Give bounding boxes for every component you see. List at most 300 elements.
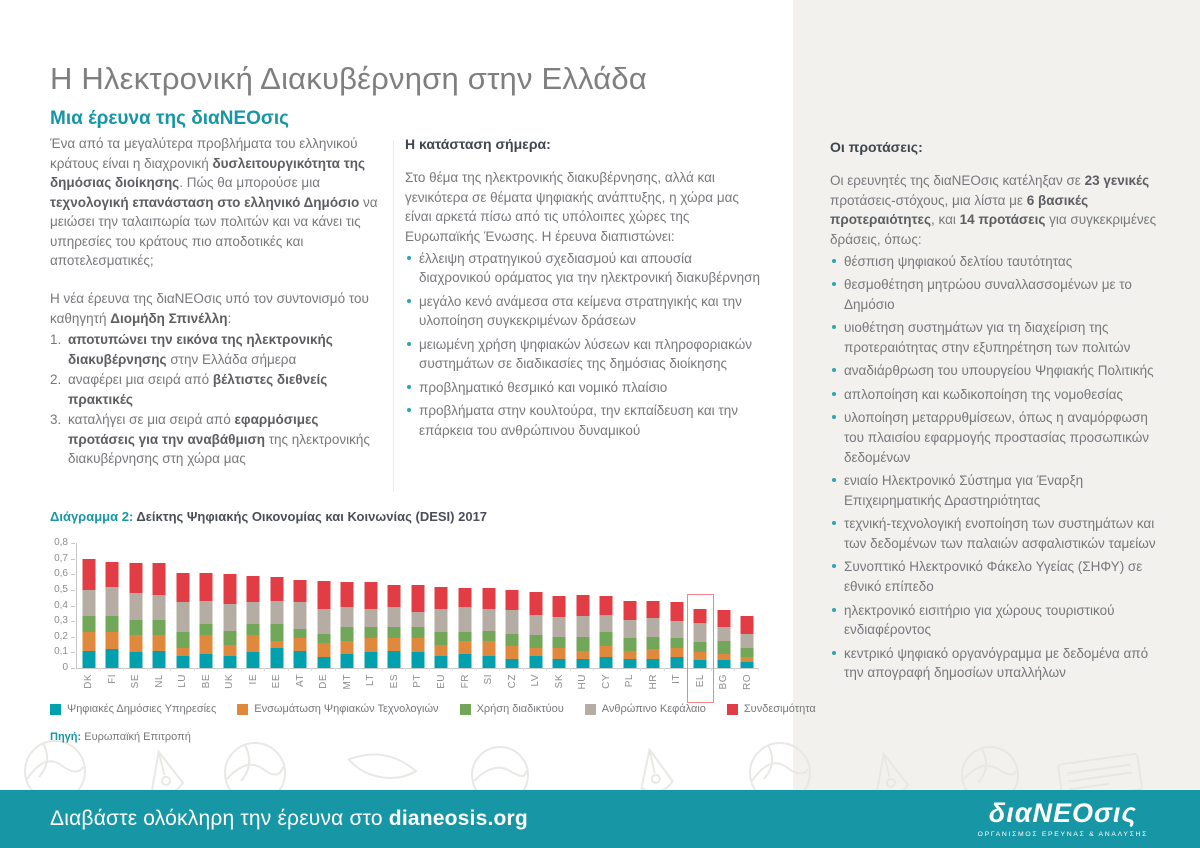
text-segment: Διομήδη Σπινέλλη <box>110 310 228 326</box>
intro-paragraph-1 <box>50 134 382 271</box>
bar-segment <box>82 632 95 651</box>
bar-segment <box>459 654 472 668</box>
footer-cta-text: Διαβάστε ολόκληρη την έρευνα στο <box>50 807 389 830</box>
legend-swatch <box>460 704 471 715</box>
x-axis-label: IT <box>671 674 683 684</box>
footer-link-dianeosis[interactable]: dianeosis.org <box>388 807 528 830</box>
x-axis-label: HR <box>647 674 659 690</box>
bar-segment <box>364 652 377 668</box>
stacked-bar <box>670 602 683 668</box>
bar-segment <box>459 607 472 632</box>
bar-segment <box>341 654 354 668</box>
bar-segment <box>129 652 142 668</box>
bar-slot-pt <box>406 543 430 688</box>
bar-segment <box>553 648 566 659</box>
x-axis-label: NL <box>153 674 165 688</box>
intro-numbered-list <box>50 330 382 469</box>
bar-slot-nl <box>148 543 172 688</box>
bullet-text: μεγάλο κενό ανάμεσα στα κείμενα στρατηγικής και την υλοποίηση συγκεκριμένων δράσεων <box>419 293 742 329</box>
stacked-bar <box>153 563 166 668</box>
bullet-text: έλλειψη στρατηγικού σχεδιασμού και απουσία διαχρονικού οράματος για την ηλεκτρονική διακυβέρνηση <box>419 250 761 286</box>
x-axis-label: PT <box>412 674 424 688</box>
bar-segment <box>388 638 401 651</box>
bar-segment <box>482 588 495 608</box>
bullet-text: κεντρικό ψηφιακό οργανόγραμμα με δεδομένα από την απογραφή δημοσίων υπαλλήλων <box>844 645 1149 681</box>
bar-segment <box>364 582 377 609</box>
bar-segment <box>106 616 119 632</box>
bar-slot-de <box>312 543 336 689</box>
proposals-heading: Οι προτάσεις: <box>830 139 923 155</box>
bar-slot-hr <box>641 543 665 690</box>
text-segment: , και <box>931 212 960 228</box>
bullet-text: τεχνική-τεχνολογική ενοποίηση των συστημάτων και των δεδομένων των παλαιών ασφαλιστικών ταμείων <box>844 516 1156 551</box>
x-axis-label: CZ <box>506 674 518 689</box>
bullet-item <box>405 378 761 398</box>
bar-slot-pl <box>618 543 642 688</box>
bar-slot-se <box>124 543 148 689</box>
bar-segment <box>553 596 566 616</box>
text-segment: για συγκεκριμένες δράσεις, όπως: <box>830 212 1157 247</box>
stacked-bar <box>247 576 260 668</box>
bullet-item <box>830 514 1168 553</box>
x-axis-label: PL <box>624 674 636 688</box>
item-text: καταλήγει σε μια σειρά από εφαρμόσιμες προτάσεις για την αναβάθμιση της ηλεκτρονικής διακυβέρνησης στη χώρα μας <box>68 412 370 467</box>
bullet-text: θεσμοθέτηση μητρώου συναλλασσομένων με το Δημόσιο <box>844 277 1132 312</box>
bar-segment <box>223 656 236 669</box>
bar-segment <box>388 585 401 607</box>
bar-segment <box>506 659 519 668</box>
bar-segment <box>82 559 95 590</box>
x-axis-label: LV <box>530 674 542 687</box>
legend-item <box>460 703 564 715</box>
bar-slot-fr <box>453 543 477 689</box>
bar-segment <box>247 576 260 603</box>
bar-segment <box>435 645 448 656</box>
bar-segment <box>317 609 330 634</box>
stacked-bar <box>506 590 519 668</box>
legend-item <box>585 703 706 715</box>
bar-segment <box>247 635 260 652</box>
bar-segment <box>623 659 636 668</box>
legend-swatch <box>727 704 738 715</box>
footer-text <box>50 807 528 831</box>
item-number: 3. <box>50 412 62 428</box>
bullet-item <box>405 292 761 331</box>
text-segment: Ένα από τα μεγαλύτερα προβλήματα του ελληνικού κράτους είναι η διαχρονική <box>50 136 358 171</box>
bar-segment <box>223 574 236 604</box>
chart-title-text: Δείκτης Ψηφιακής Οικονομίας και Κοινωνίας (DESI) 2017 <box>133 509 488 524</box>
proposals-bullet-list <box>830 252 1168 683</box>
bar-segment <box>200 601 213 624</box>
bullet-text: υλοποίηση μεταρρυθμίσεων, όπως η αναμόρφωση του πλαισίου εφαρμογής προστασίας προσωπικών δεδομένων <box>844 410 1150 465</box>
bullet-dot <box>832 608 836 612</box>
bar-slot-cy <box>594 543 618 689</box>
text-segment: προτάσεις-στόχους, μια λίστα με <box>830 192 1027 208</box>
bar-segment <box>576 637 589 651</box>
bullet-item <box>405 249 761 288</box>
y-axis-tick: 0,1 <box>50 647 68 657</box>
stacked-bar <box>482 588 495 668</box>
bullet-text: προβληματικό θεσμικό και νομικό πλαίσιο <box>419 379 668 395</box>
bullet-dot <box>832 651 836 655</box>
bar-segment <box>553 659 566 668</box>
bar-segment <box>600 657 613 668</box>
stacked-bar <box>459 588 472 668</box>
bar-slot-dk <box>77 543 101 689</box>
bar-segment <box>317 581 330 609</box>
desi-stacked-bar-chart <box>50 537 770 713</box>
text-segment: Η νέα έρευνα της διαΝΕΟσις υπό τον συντονισμό του καθηγητή <box>50 290 369 326</box>
source-text: Ευρωπαϊκή Επιτροπή <box>81 731 191 743</box>
bar-segment <box>482 641 495 655</box>
bar-segment <box>694 609 707 623</box>
legend-swatch <box>585 704 596 715</box>
bar-segment <box>176 573 189 603</box>
page-title: Η Ηλεκτρονική Διακυβέρνηση στην Ελλάδα <box>50 60 647 96</box>
bar-segment <box>341 641 354 654</box>
chart-title-prefix: Διάγραμμα 2: <box>50 509 134 524</box>
bullet-item <box>830 275 1168 314</box>
y-axis-tick: 0,4 <box>50 601 68 611</box>
text-segment: 14 προτάσεις <box>959 212 1046 228</box>
chart-source <box>50 731 191 743</box>
source-label: Πηγή: <box>50 731 82 743</box>
bar-segment <box>176 602 189 632</box>
bar-segment <box>294 602 307 629</box>
y-axis-tick: 0 <box>50 663 68 673</box>
bar-segment <box>294 629 307 638</box>
bullet-item <box>830 318 1168 357</box>
stacked-bar <box>294 580 307 668</box>
bar-segment <box>129 635 142 652</box>
bar-segment <box>529 592 542 615</box>
stacked-bar <box>553 596 566 668</box>
bar-segment <box>270 601 283 624</box>
stacked-bar <box>741 616 754 668</box>
x-axis-label: MT <box>341 674 353 690</box>
bar-segment <box>106 587 119 617</box>
bullet-dot <box>832 478 836 482</box>
bullet-item <box>830 557 1168 596</box>
bar-segment <box>106 632 119 649</box>
bar-segment <box>647 618 660 637</box>
text-segment: 23 γενικές <box>1084 173 1150 189</box>
x-axis-label: EE <box>271 674 283 689</box>
bar-segment <box>482 609 495 631</box>
x-axis-label: BE <box>200 674 212 689</box>
status-heading: Η κατάσταση σήμερα: <box>405 136 551 152</box>
bullet-dot <box>832 325 836 329</box>
legend-label: Συνδεσιμότητα <box>743 703 816 715</box>
bar-segment <box>600 632 613 646</box>
bar-segment <box>200 635 213 654</box>
bullet-dot <box>407 342 411 346</box>
x-axis-label: IE <box>247 674 259 685</box>
bar-segment <box>576 659 589 668</box>
legend-label: Ανθρώπινο Κεφάλαιο <box>601 703 706 715</box>
bullet-text: Συνοπτικό Ηλεκτρονικό Φάκελο Υγείας (ΣΗΦΥ) σε εθνικό επίπεδο <box>844 559 1143 594</box>
bar-segment <box>670 648 683 657</box>
legend-item <box>727 703 816 715</box>
bar-segment <box>576 595 589 617</box>
logo-tagline: ΟΡΓΑΝΙΣΜΟΣ ΕΡΕΥΝΑΣ & ΑΝΑΛΥΣΗΣ <box>977 831 1148 838</box>
stacked-bar <box>270 577 283 668</box>
bullet-dot <box>407 299 411 303</box>
x-axis-label: ES <box>388 674 400 689</box>
bar-segment <box>129 563 142 593</box>
bar-segment <box>576 616 589 636</box>
stacked-bar <box>223 574 236 668</box>
spacer <box>50 271 382 289</box>
bar-segment <box>223 604 236 631</box>
item-number: 2. <box>50 372 62 388</box>
numbered-item <box>50 370 382 409</box>
bar-segment <box>741 616 754 633</box>
bar-segment <box>529 615 542 635</box>
bar-segment <box>270 648 283 668</box>
bar-segment <box>388 627 401 638</box>
stacked-bar <box>529 592 542 668</box>
bar-slot-es <box>383 543 407 689</box>
bullet-text: θέσπιση ψηφιακού δελτίου ταυτότητας <box>844 253 1073 269</box>
stacked-bar <box>341 582 354 668</box>
bar-segment <box>482 631 495 642</box>
bar-segment <box>647 601 660 618</box>
bullet-dot <box>832 259 836 263</box>
bar-segment <box>717 641 730 654</box>
bar-segment <box>576 651 589 659</box>
status-column <box>405 134 761 445</box>
proposals-column <box>830 137 1168 687</box>
x-axis-label: AT <box>294 674 306 688</box>
x-axis-label: HU <box>577 674 589 690</box>
bar-segment <box>741 648 754 657</box>
bar-segment <box>176 632 189 648</box>
bar-segment <box>106 562 119 587</box>
bar-segment <box>129 593 142 620</box>
bar-segment <box>153 651 166 668</box>
bar-slot-sk <box>547 543 571 689</box>
logo-wordmark: διαΝΕΟσις <box>988 798 1137 828</box>
bar-segment <box>294 580 307 602</box>
item-text: αποτυπώνει την εικόνα της ηλεκτρονικής διακυβέρνησης στην Ελλάδα σήμερα <box>68 332 333 367</box>
y-axis-tick: 0,3 <box>50 616 68 626</box>
bar-segment <box>553 637 566 648</box>
status-paragraph: Στο θέμα της ηλεκτρονικής διακυβέρνησης, αλλά και γενικότερα σε θέματα ψηφιακής ανάπτυξης, η χώρα μας είναι αρκετά πίσω από τις υπόλοιπες χώρες της Ευρωπαϊκής Ένωσης. Η έρευνα διαπιστώνει: <box>405 170 739 244</box>
bar-segment <box>411 638 424 652</box>
bullet-dot <box>832 564 836 568</box>
y-axis-tick: 0,6 <box>50 569 68 579</box>
bar-segment <box>529 656 542 669</box>
bar-segment <box>506 590 519 610</box>
chart-legend <box>50 703 816 715</box>
bar-segment <box>200 573 213 601</box>
bar-segment <box>82 590 95 617</box>
bar-segment <box>459 632 472 641</box>
stacked-bar <box>647 601 660 668</box>
bar-segment <box>176 656 189 669</box>
x-axis-label: LT <box>365 674 377 686</box>
bar-slot-lt <box>359 543 383 686</box>
bullet-dot <box>407 256 411 260</box>
bar-segment <box>247 602 260 624</box>
bar-segment <box>506 634 519 647</box>
text-segment: Οι ερευνητές της διαΝΕΟσις κατέληξαν σε <box>830 173 1085 189</box>
bar-slot-hu <box>571 543 595 690</box>
bar-segment <box>623 638 636 651</box>
bullet-item <box>830 361 1168 381</box>
text-segment: να μειώσει την ταλαιπωρία των πολιτών και να κάνει τις υπηρεσίες του κράτους πιο αποδοτικές και αποτελεσματικές; <box>50 194 378 269</box>
x-axis-label: DE <box>318 674 330 689</box>
column-divider <box>393 140 394 492</box>
bar-segment <box>270 577 283 600</box>
bullet-text: απλοποίηση και κωδικοποίηση της νομοθεσίας <box>844 386 1123 402</box>
y-axis-tick: 0,2 <box>50 632 68 642</box>
bar-segment <box>529 648 542 656</box>
bullet-dot <box>832 521 836 525</box>
bar-segment <box>247 624 260 635</box>
bar-segment <box>153 595 166 620</box>
bar-slot-ro <box>735 543 759 690</box>
stacked-bar <box>576 595 589 668</box>
bar-slot-bg <box>712 543 736 690</box>
x-axis-label: FI <box>106 674 118 684</box>
bar-segment <box>647 637 660 650</box>
bar-segment <box>153 635 166 651</box>
bullet-text: μειωμένη χρήση ψηφιακών λύσεων και πληροφοριακών συστημάτων σε διαδικασίες της δημόσιας διοίκησης <box>419 336 753 372</box>
bar-segment <box>459 641 472 654</box>
bullet-text: αναδιάρθρωση του υπουργείου Ψηφιακής Πολιτικής <box>844 363 1154 379</box>
bar-segment <box>600 646 613 657</box>
bar-slot-it <box>665 543 689 684</box>
bar-segment <box>294 638 307 651</box>
stacked-bar <box>600 596 613 668</box>
bar-segment <box>717 610 730 627</box>
legend-label: Ενσωμάτωση Ψηφιακών Τεχνολογιών <box>254 703 439 715</box>
bar-segment <box>506 646 519 659</box>
x-axis-label: SK <box>553 674 565 689</box>
bar-segment <box>529 635 542 648</box>
stacked-bar <box>200 573 213 668</box>
bar-slot-si <box>477 543 501 685</box>
text-segment: . Πώς θα μπορούσε μια <box>179 175 320 191</box>
item-text: αναφέρει μια σειρά από βέλτιστες διεθνείς πρακτικές <box>68 372 328 407</box>
bar-segment <box>623 601 636 620</box>
y-axis-tick: 0,7 <box>50 554 68 564</box>
text-segment: τεχνολογική επανάσταση στο ελληνικό Δημόσιο <box>50 194 360 210</box>
legend-label: Ψηφιακές Δημόσιες Υπηρεσίες <box>67 703 217 715</box>
bar-slot-fi <box>101 543 125 684</box>
bar-segment <box>294 651 307 668</box>
bar-segment <box>411 627 424 638</box>
stacked-bar <box>82 559 95 668</box>
x-axis-label: CY <box>600 674 612 689</box>
text-segment: : <box>227 310 232 326</box>
bar-segment <box>694 642 707 653</box>
bar-segment <box>247 652 260 668</box>
bar-slot-ee <box>265 543 289 689</box>
bar-segment <box>482 656 495 669</box>
bar-segment <box>341 582 354 607</box>
bar-segment <box>176 648 189 656</box>
bar-segment <box>223 645 236 656</box>
x-axis-label: SE <box>130 674 142 689</box>
bullet-text: ηλεκτρονικό εισιτήριο για χώρους τουριστικού ενδιαφέροντος <box>844 602 1115 638</box>
bullet-item <box>405 335 761 374</box>
bar-segment <box>670 657 683 668</box>
x-axis-label: LU <box>177 674 189 688</box>
stacked-bar <box>717 610 730 668</box>
bar-slot-at <box>289 543 313 688</box>
bar-segment <box>270 624 283 641</box>
page-subtitle: Μια έρευνα της διαΝΕΟσις <box>50 107 290 129</box>
bar-segment <box>364 609 377 628</box>
chart-title <box>50 509 487 524</box>
bullet-item <box>830 601 1168 640</box>
stacked-bar <box>694 609 707 668</box>
bar-segment <box>82 651 95 668</box>
numbered-item <box>50 330 382 369</box>
x-axis-label: SI <box>483 674 495 685</box>
stacked-bar <box>176 573 189 668</box>
legend-swatch <box>237 704 248 715</box>
bullet-dot <box>832 392 836 396</box>
bar-segment <box>364 638 377 652</box>
intro-column <box>50 134 382 470</box>
bar-segment <box>106 649 119 668</box>
bar-slot-mt <box>336 543 360 690</box>
bar-segment <box>200 654 213 668</box>
bullet-item <box>830 385 1168 405</box>
bar-slot-lu <box>171 543 195 688</box>
bar-segment <box>600 615 613 632</box>
text-segment: 6 βασικές προτεραιότητες <box>830 192 1089 228</box>
bullet-dot <box>832 282 836 286</box>
bullet-dot <box>832 415 836 419</box>
bar-segment <box>223 631 236 645</box>
bar-segment <box>506 610 519 633</box>
bar-slot-ie <box>242 543 266 685</box>
bar-segment <box>388 607 401 627</box>
bar-segment <box>717 627 730 641</box>
stacked-bar <box>317 581 330 668</box>
status-bullet-list <box>405 249 761 441</box>
stacked-bar <box>411 585 424 668</box>
bar-segment <box>435 632 448 645</box>
bar-slot-cz <box>500 543 524 689</box>
bar-segment <box>435 656 448 669</box>
dianeosis-logo <box>978 800 1148 838</box>
stacked-bar <box>129 563 142 668</box>
intro-paragraph-2 <box>50 289 382 328</box>
stacked-bar <box>106 562 119 668</box>
bullet-dot <box>407 385 411 389</box>
bar-slot-eu <box>430 543 454 689</box>
bar-segment <box>694 660 707 668</box>
bar-segment <box>129 620 142 636</box>
bar-segment <box>647 649 660 658</box>
bullet-item <box>405 401 761 440</box>
bullet-item <box>830 408 1168 467</box>
x-axis-label: FR <box>459 674 471 689</box>
stacked-bar <box>364 582 377 668</box>
bar-segment <box>364 627 377 638</box>
x-axis-label: EL <box>694 674 706 688</box>
bar-segment <box>717 660 730 668</box>
bar-segment <box>741 634 754 648</box>
bar-segment <box>153 563 166 594</box>
footer-bar <box>0 790 1200 848</box>
